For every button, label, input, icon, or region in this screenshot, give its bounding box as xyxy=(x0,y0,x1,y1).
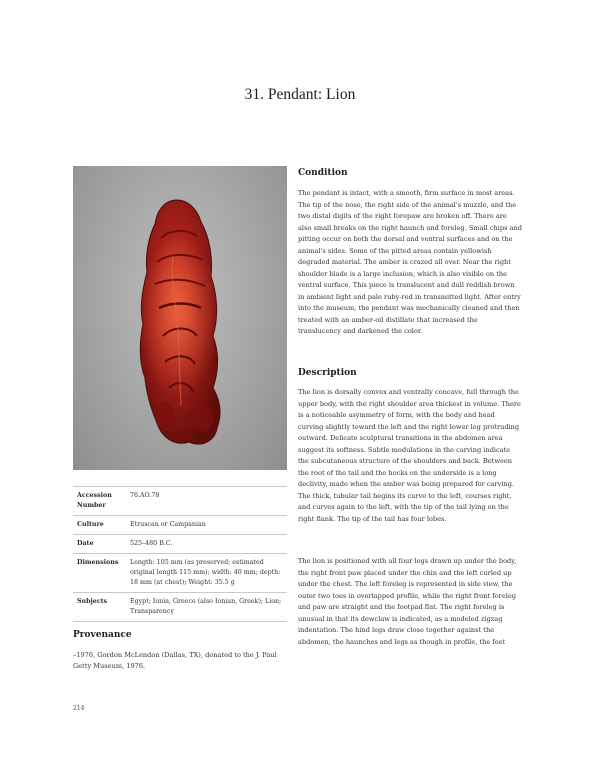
provenance-heading: Provenance xyxy=(73,630,132,640)
condition-text: The pendant is intact, with a smooth, firm surface in most areas. The tip of the nose, the right side of the animal's muzzle, and the two distal digits of the right forepaw are broken off. There are also small breaks on the right haunch and foreleg. Small chips and pitting occur on both the dorsal and ventral surfaces and on the animal's sides. Some of the pitted areas contain yellowish degraded material. The amber is crazed all over. Near the right shoulder blade is a large inclusion, which is also visible on the ventral surface. This piece is translucent and dull reddish brown in ambient light and pale ruby-red in transmitted light. After entry into the museum, the pendant was mechanically cleaned and then treated with an amber-oil distillate that increased the translucency and darkened the color. xyxy=(298,189,522,335)
metadata-value: Egypt; Ionia, Greece (also Ionian, Greek); Lion; Transparency xyxy=(130,593,287,622)
table-row xyxy=(73,593,287,622)
table-row xyxy=(73,535,287,554)
metadata-key: Date xyxy=(73,535,130,554)
page-title: 31. Pendant: Lion xyxy=(244,86,356,103)
metadata-key: Culture xyxy=(73,516,130,535)
page-number: 214 xyxy=(73,705,85,712)
metadata-key: Accession Number xyxy=(73,487,130,516)
metadata-value: 76.AO.78 xyxy=(130,487,287,516)
table-row xyxy=(73,516,287,535)
description-paragraph-2: The lion is positioned with all four legs drawn up under the body, the right front paw placed under the chin and the left curled up under the chest. The left foreleg is represented in side view, the outer two toes in overlapped profile, while the right front foreleg and paw are straight and the footpad flat. The right foreleg is unusual in that its dewclaw is indicated, as a modeled zigzag indentation. The hind legs draw close together against the abdomen, the haunches and legs as though in profile, the feet xyxy=(298,557,517,646)
condition-section xyxy=(298,168,522,180)
metadata-value: Etruscan or Campanian xyxy=(130,516,287,535)
table-row xyxy=(73,487,287,516)
metadata-value: Length: 105 mm (as preserved; estimated original length 115 mm); width: 40 mm; depth: 18 mm (at chest); Weight: 35.5 g xyxy=(130,554,287,593)
description-section xyxy=(298,368,522,380)
metadata-key: Subjects xyxy=(73,593,130,622)
metadata-value: 525–480 B.C. xyxy=(130,535,287,554)
description-heading: Description xyxy=(298,368,357,378)
object-metadata-table xyxy=(73,486,287,622)
condition-heading: Condition xyxy=(298,168,348,178)
pendant-photo xyxy=(73,166,287,470)
provenance-text: –1976, Gordon McLendon (Dallas, TX), donated to the J. Paul Getty Museum, 1976. xyxy=(73,651,277,670)
metadata-key: Dimensions xyxy=(73,554,130,593)
table-row xyxy=(73,554,287,593)
description-paragraph-1: The lion is dorsally convex and ventrally concave, full through the upper body, with the right shoulder area thickest in volume. There is a noticeable asymmetry of form, with the body and head curving slightly toward the left and the right lower leg protruding outward. Delicate sculptural transitions in the abdomen area suggest its softness. Subtle modulations in the carving indicate the subcutaneous structure of the shoulders and back. Between the root of the tail and the hocks on the underside is a long declivity, made when the amber was being prepared for carving. The thick, tubular tail begins its curve to the left, courses right, and curves again to the left, with the tip of the tail lying on the right flank. The tip of the tail has four lobes. xyxy=(298,388,521,523)
